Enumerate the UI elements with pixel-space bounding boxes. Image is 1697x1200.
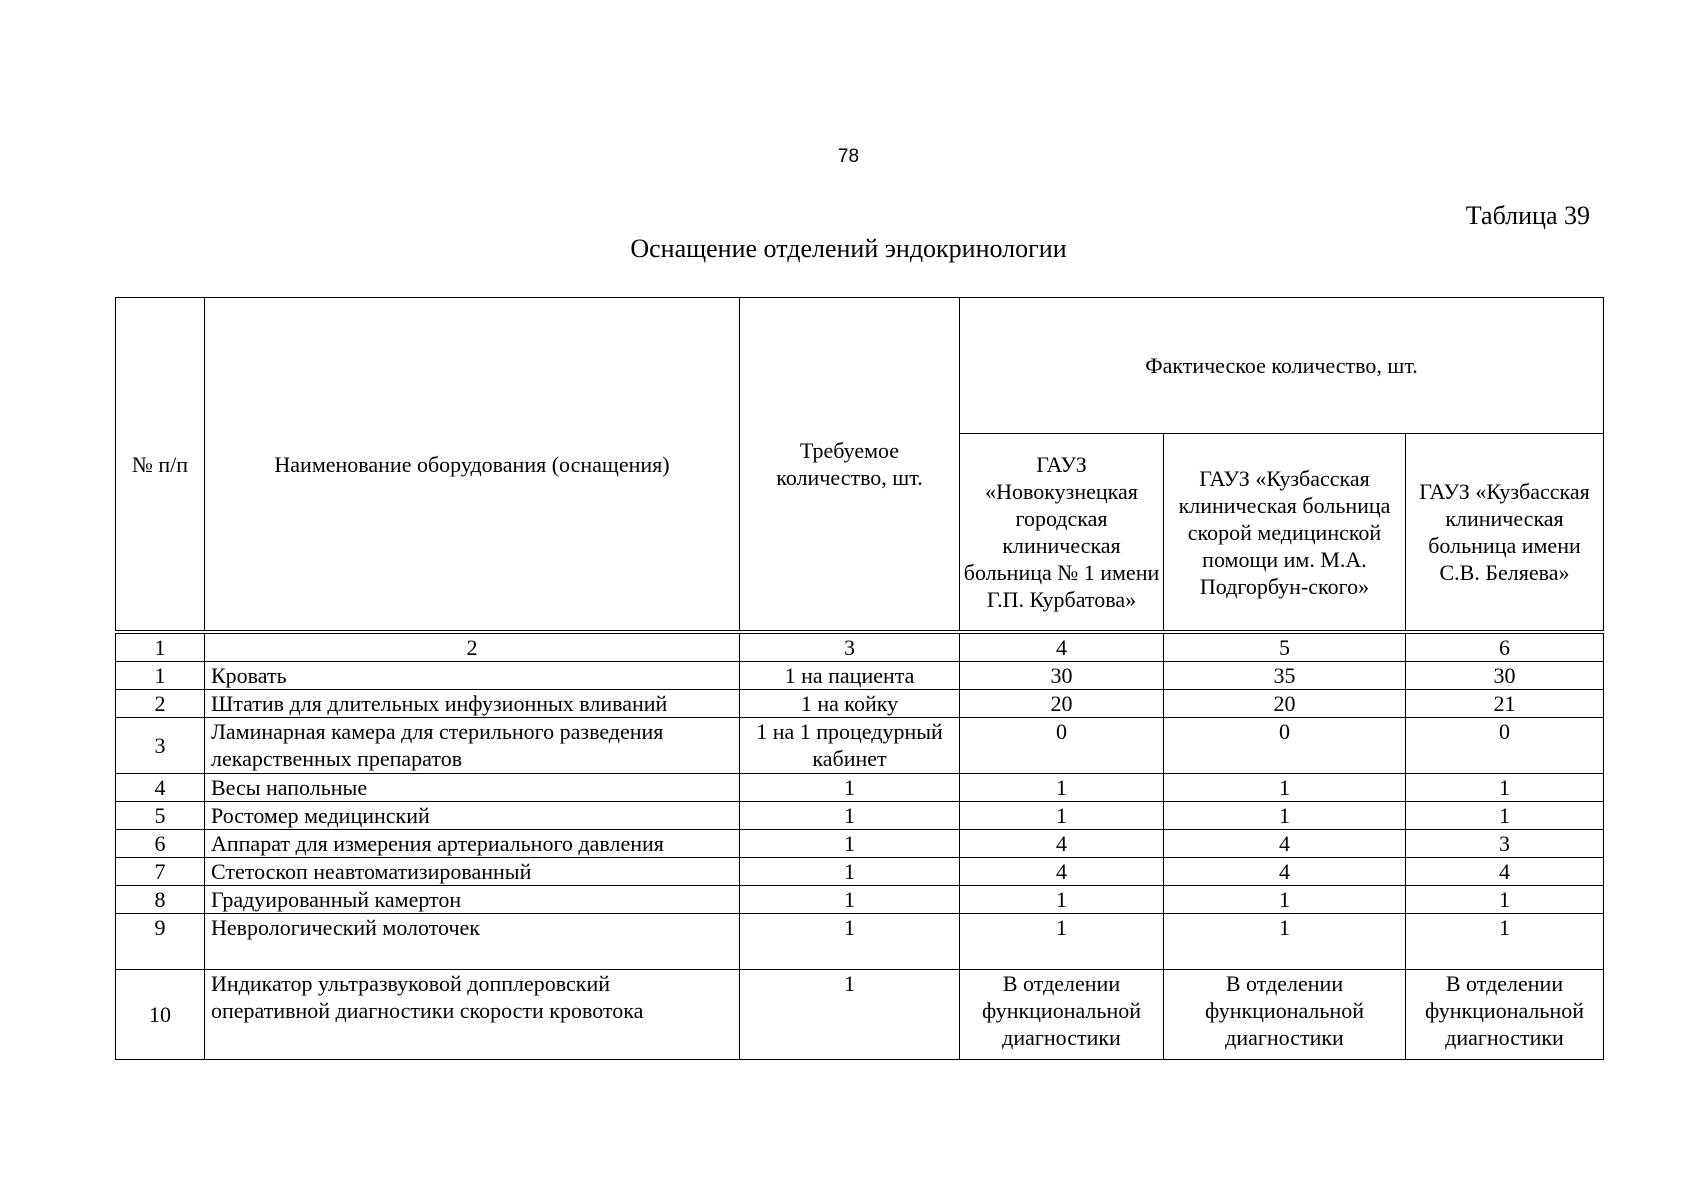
row-equipment-name: Штатив для длительных инфузионных вливаний (205, 690, 740, 718)
row-num: 10 (116, 970, 205, 1060)
row-required-qty: 1 (740, 802, 960, 830)
row-hospital-3-qty: 1 (1406, 802, 1604, 830)
row-hospital-1-qty: 20 (960, 690, 1164, 718)
table-row (116, 662, 1604, 690)
row-hospital-2-qty: 1 (1164, 802, 1406, 830)
column-number: 2 (205, 632, 740, 662)
page-number: 78 (837, 146, 860, 167)
column-number-row (116, 632, 1604, 662)
column-number: 5 (1164, 632, 1406, 662)
row-num: 4 (116, 774, 205, 802)
table-row (116, 914, 1604, 970)
table-row (116, 858, 1604, 886)
row-required-qty: 1 на пациента (740, 662, 960, 690)
column-number: 6 (1406, 632, 1604, 662)
table-row (116, 830, 1604, 858)
row-hospital-2-qty: 1 (1164, 914, 1406, 970)
row-required-qty: 1 (740, 858, 960, 886)
row-equipment-name: Ламинарная камера для стерильного разведения лекарственных препаратов (205, 718, 740, 774)
header-hospital-1: ГАУЗ «Новокузнецкая городская клиническая больница № 1 имени Г.П. Курбатова» (960, 434, 1164, 633)
table-row (116, 774, 1604, 802)
row-num: 7 (116, 858, 205, 886)
row-hospital-1-qty: 30 (960, 662, 1164, 690)
row-num: 2 (116, 690, 205, 718)
table-row (116, 718, 1604, 774)
row-hospital-2-qty: 4 (1164, 830, 1406, 858)
row-equipment-name: Весы напольные (205, 774, 740, 802)
row-hospital-3-qty: 1 (1406, 914, 1604, 970)
row-num: 6 (116, 830, 205, 858)
row-equipment-name: Неврологический молоточек (205, 914, 740, 970)
row-equipment-name: Аппарат для измерения артериального давления (205, 830, 740, 858)
row-hospital-2-qty: 4 (1164, 858, 1406, 886)
row-equipment-name: Ростомер медицинский (205, 802, 740, 830)
header-row-top (116, 298, 1604, 434)
row-required-qty: 1 (740, 830, 960, 858)
row-hospital-1-qty: 4 (960, 858, 1164, 886)
row-required-qty: 1 (740, 886, 960, 914)
row-hospital-3-qty: 1 (1406, 886, 1604, 914)
row-hospital-1-qty: 1 (960, 774, 1164, 802)
row-num: 9 (116, 914, 205, 970)
row-hospital-2-qty: 1 (1164, 886, 1406, 914)
row-num: 1 (116, 662, 205, 690)
row-equipment-name: Градуированный камертон (205, 886, 740, 914)
column-number: 4 (960, 632, 1164, 662)
row-hospital-3-qty: 21 (1406, 690, 1604, 718)
row-required-qty: 1 (740, 914, 960, 970)
row-equipment-name: Стетоскоп неавтоматизированный (205, 858, 740, 886)
row-required-qty: 1 (740, 774, 960, 802)
equipment-table (115, 297, 1604, 1060)
table-row (116, 970, 1604, 1060)
row-hospital-1-qty: 1 (960, 914, 1164, 970)
row-required-qty: 1 (740, 970, 960, 1060)
column-number: 1 (116, 632, 205, 662)
header-equipment-name: Наименование оборудования (оснащения) (205, 298, 740, 633)
table-label: Таблица 39 (1465, 201, 1590, 230)
row-hospital-2-qty: 1 (1164, 774, 1406, 802)
row-equipment-name: Индикатор ультразвуковой допплеровский оперативной диагностики скорости кровотока (205, 970, 740, 1060)
row-hospital-3-qty: 3 (1406, 830, 1604, 858)
row-num: 8 (116, 886, 205, 914)
row-hospital-2-qty: 20 (1164, 690, 1406, 718)
row-num: 5 (116, 802, 205, 830)
header-hospital-2: ГАУЗ «Кузбасская клиническая больница скорой медицинской помощи им. М.А. Подгорбун-ского» (1164, 434, 1406, 633)
row-hospital-3-qty: 1 (1406, 774, 1604, 802)
table-row (116, 802, 1604, 830)
row-hospital-3-qty: 30 (1406, 662, 1604, 690)
row-equipment-name: Кровать (205, 662, 740, 690)
row-hospital-1-qty: 1 (960, 886, 1164, 914)
document-title: Оснащение отделений эндокринологии (630, 234, 1067, 263)
row-num: 3 (116, 718, 205, 774)
row-hospital-1-qty: 0 (960, 718, 1164, 774)
row-hospital-2-qty: В отделении функциональной диагностики (1164, 970, 1406, 1060)
header-num: № п/п (116, 298, 205, 633)
table-row (116, 690, 1604, 718)
row-hospital-1-qty: 1 (960, 802, 1164, 830)
row-required-qty: 1 на 1 процедурный кабинет (740, 718, 960, 774)
header-actual-qty: Фактическое количество, шт. (960, 298, 1604, 434)
row-hospital-3-qty: В отделении функциональной диагностики (1406, 970, 1604, 1060)
table-row (116, 886, 1604, 914)
column-number: 3 (740, 632, 960, 662)
header-required-qty: Требуемое количество, шт. (740, 298, 960, 633)
row-hospital-3-qty: 4 (1406, 858, 1604, 886)
row-hospital-1-qty: 4 (960, 830, 1164, 858)
header-hospital-3: ГАУЗ «Кузбасская клиническая больница имени С.В. Беляева» (1406, 434, 1604, 633)
row-hospital-3-qty: 0 (1406, 718, 1604, 774)
row-hospital-2-qty: 0 (1164, 718, 1406, 774)
row-required-qty: 1 на койку (740, 690, 960, 718)
row-hospital-1-qty: В отделении функциональной диагностики (960, 970, 1164, 1060)
row-hospital-2-qty: 35 (1164, 662, 1406, 690)
